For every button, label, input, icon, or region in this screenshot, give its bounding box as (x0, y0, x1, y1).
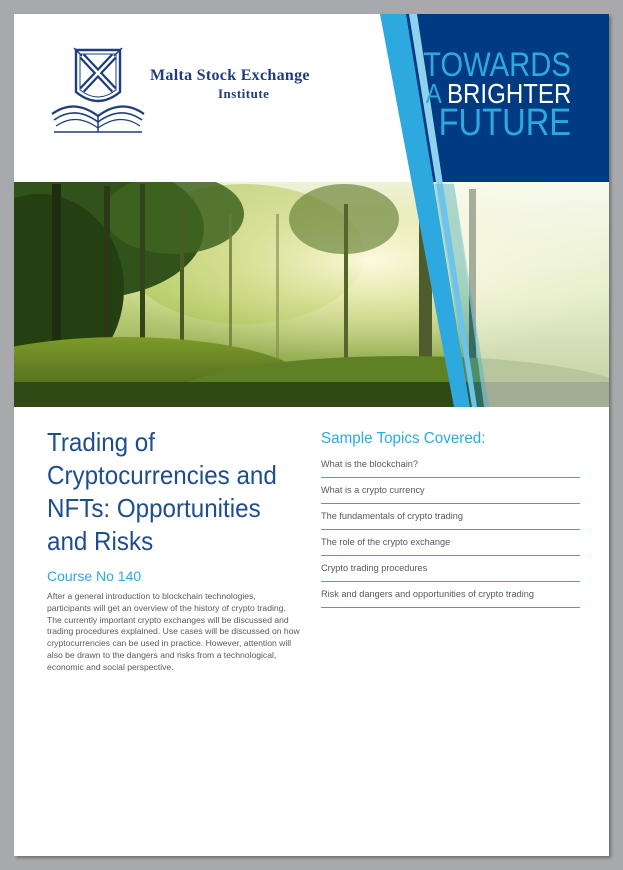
slogan-line-3: FUTURE (438, 102, 571, 144)
crest-icon (48, 44, 148, 136)
topic-item: The role of the crypto exchange (321, 530, 580, 556)
course-number: Course No 140 (47, 568, 142, 584)
slogan-line-1: TOWARDS (423, 46, 571, 84)
course-title: Trading of Cryptocurrencies and NFTs: Opportunities and Risks (47, 427, 277, 556)
topic-item: What is a crypto currency (321, 478, 580, 504)
topics-heading: Sample Topics Covered: (321, 430, 486, 447)
forest-photo (14, 159, 609, 414)
topic-item: Crypto trading procedures (321, 556, 580, 582)
brochure-page (14, 14, 609, 856)
course-description: After a general introduction to blockchain technologies, participants will get an overview of the history of crypto trading. The currently important crypto exchanges will be discussed and trading procedures explained. Use cases will be discussed on how cryptocurrencies can be used in practice. However, attention will also be drawn to the dangers and risks from a technological, economic and social perspective. (47, 591, 300, 672)
topics-list (321, 452, 580, 608)
slogan-a: A (425, 78, 442, 109)
topic-item: What is the blockchain? (321, 452, 580, 478)
topic-item: The fundamentals of crypto trading (321, 504, 580, 530)
org-name: Malta Stock Exchange (150, 67, 310, 84)
slogan-brighter: BRIGHTER (446, 78, 571, 109)
org-subtitle: Institute (218, 86, 270, 101)
topic-item: Risk and dangers and opportunities of crypto trading (321, 582, 580, 608)
